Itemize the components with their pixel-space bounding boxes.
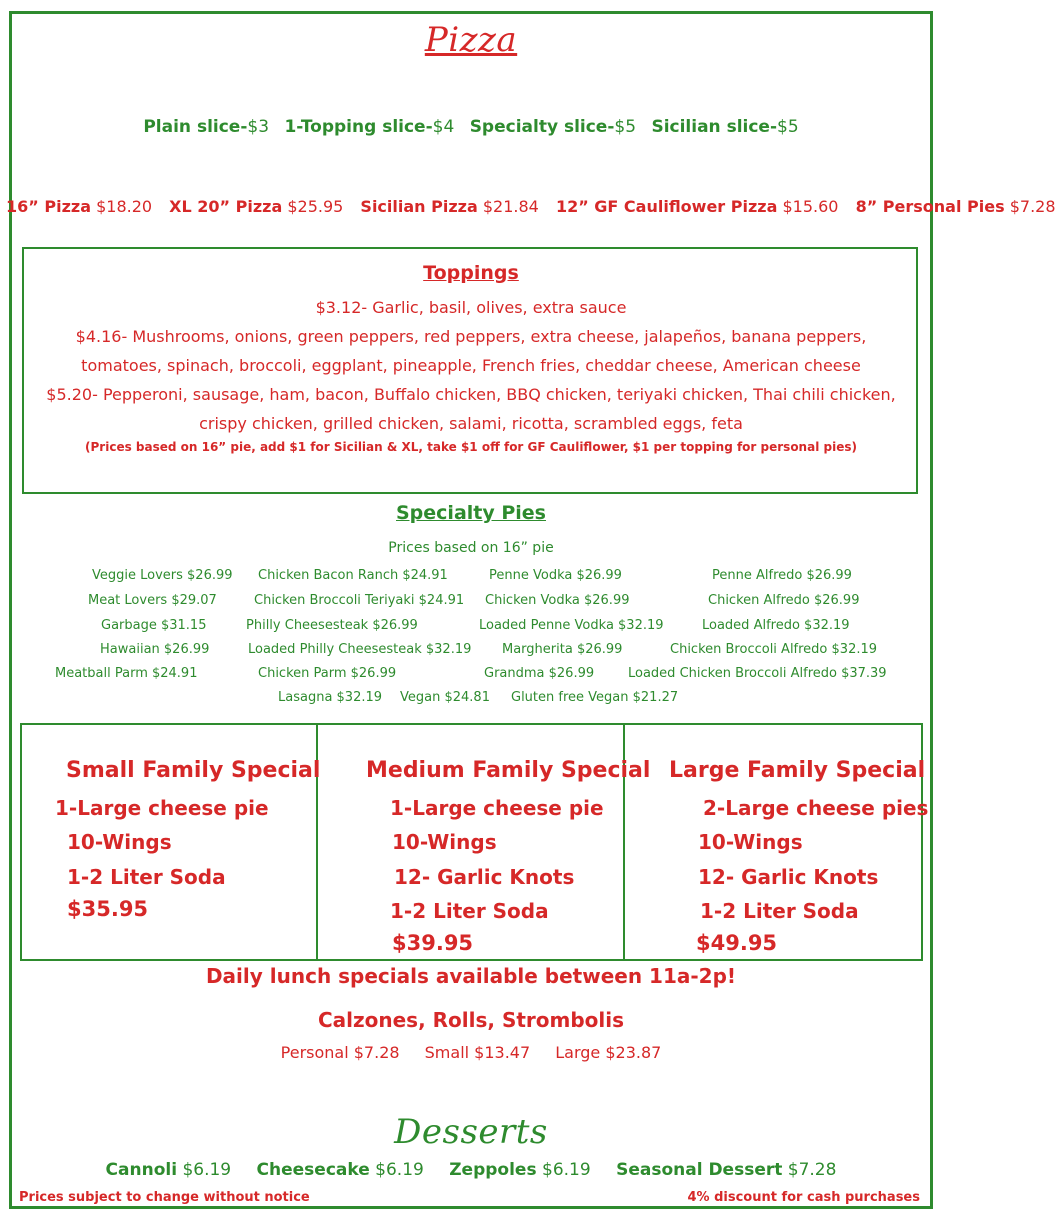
specialty-item: Vegan $24.81 bbox=[400, 690, 490, 705]
specialty-item: Meatball Parm $24.91 bbox=[55, 666, 198, 681]
toppings-note: (Prices based on 16” pie, add $1 for Sicilian & XL, take $1 off for GF Cauliflower, $1 per topping for personal pies) bbox=[85, 440, 857, 454]
specialty-item: Chicken Broccoli Teriyaki $24.91 bbox=[254, 593, 465, 608]
specialty-item: Chicken Vodka $26.99 bbox=[485, 593, 630, 608]
specialty-item: Penne Alfredo $26.99 bbox=[712, 568, 852, 583]
specialty-item: Margherita $26.99 bbox=[502, 642, 623, 657]
toppings-tier-1: $3.12- Garlic, basil, olives, extra sauce bbox=[315, 298, 627, 317]
pie-personal: 8” Personal Pies $7.28 bbox=[855, 197, 1056, 216]
pie-xl-20: XL 20” Pizza $25.95 bbox=[169, 197, 344, 216]
dessert-cannoli: Cannoli $6.19 bbox=[105, 1160, 232, 1180]
medium-family-title: Medium Family Special bbox=[366, 758, 651, 783]
specialty-item: Meat Lovers $29.07 bbox=[88, 593, 217, 608]
slice-specialty: Specialty slice-$5 bbox=[469, 117, 637, 137]
medium-family-line: 10-Wings bbox=[392, 830, 497, 854]
calzone-small: Small $13.47 bbox=[424, 1043, 531, 1062]
pie-prices bbox=[0, 197, 1056, 216]
large-family-line: 2-Large cheese pies bbox=[703, 796, 929, 820]
toppings-tier-2: $4.16- Mushrooms, onions, green peppers, red peppers, extra cheese, jalapeños, banana peppers, tomatoes, spinach, broccoli, eggplant, pineapple, French fries, cheddar cheese, American cheese bbox=[75, 327, 867, 375]
slice-prices bbox=[0, 117, 942, 137]
footer-price-notice: Prices subject to change without notice bbox=[19, 1190, 310, 1205]
medium-family-price: $39.95 bbox=[392, 931, 474, 955]
toppings-title: Toppings bbox=[423, 262, 519, 284]
dessert-prices bbox=[0, 1160, 942, 1180]
large-family-line: 10-Wings bbox=[698, 830, 803, 854]
toppings-tier-3: $5.20- Pepperoni, sausage, ham, bacon, Buffalo chicken, BBQ chicken, teriyaki chicken, Thai chili chicken, crispy chicken, grilled chicken, salami, ricotta, scrambled eggs, feta bbox=[46, 385, 896, 433]
slice-1-topping: 1-Topping slice-$4 bbox=[284, 117, 455, 137]
small-family-price: $35.95 bbox=[67, 897, 149, 921]
specialty-item: Loaded Chicken Broccoli Alfredo $37.39 bbox=[628, 666, 887, 681]
pie-16: 16” Pizza $18.20 bbox=[6, 197, 153, 216]
medium-family-line: 12- Garlic Knots bbox=[394, 865, 575, 889]
desserts-title: Desserts bbox=[394, 1112, 548, 1152]
calzones-title: Calzones, Rolls, Strombolis bbox=[317, 1008, 625, 1032]
large-family-line: 1-2 Liter Soda bbox=[700, 899, 859, 923]
pie-gf-cauliflower: 12” GF Cauliflower Pizza $15.60 bbox=[555, 197, 839, 216]
large-family-line: 12- Garlic Knots bbox=[698, 865, 879, 889]
specialty-item: Chicken Broccoli Alfredo $32.19 bbox=[670, 642, 878, 657]
pie-sicilian: Sicilian Pizza $21.84 bbox=[360, 197, 539, 216]
footer-cash-discount: 4% discount for cash purchases bbox=[687, 1190, 920, 1205]
small-family-line: 1-Large cheese pie bbox=[55, 796, 269, 820]
large-family-price: $49.95 bbox=[696, 931, 778, 955]
specialty-title: Specialty Pies bbox=[396, 502, 546, 524]
large-family-title: Large Family Special bbox=[669, 758, 926, 783]
specialty-item: Lasagna $32.19 bbox=[278, 690, 383, 705]
dessert-seasonal: Seasonal Dessert $7.28 bbox=[616, 1160, 837, 1180]
specialty-item: Loaded Penne Vodka $32.19 bbox=[479, 618, 664, 633]
specialty-item: Gluten free Vegan $21.27 bbox=[511, 690, 679, 705]
calzone-large: Large $23.87 bbox=[555, 1043, 662, 1062]
specialty-item: Chicken Alfredo $26.99 bbox=[708, 593, 860, 608]
specialty-item: Chicken Bacon Ranch $24.91 bbox=[258, 568, 448, 583]
calzones-prices bbox=[0, 1043, 942, 1062]
specialty-item: Loaded Alfredo $32.19 bbox=[702, 618, 850, 633]
small-family-title: Small Family Special bbox=[66, 758, 321, 783]
specialty-item: Hawaiian $26.99 bbox=[100, 642, 210, 657]
slice-plain: Plain slice-$3 bbox=[143, 117, 270, 137]
specialty-item: Penne Vodka $26.99 bbox=[489, 568, 622, 583]
small-family-line: 1-2 Liter Soda bbox=[67, 865, 226, 889]
dessert-zeppoles: Zeppoles $6.19 bbox=[449, 1160, 591, 1180]
medium-family-line: 1-Large cheese pie bbox=[390, 796, 604, 820]
specialty-item: Garbage $31.15 bbox=[101, 618, 207, 633]
specialty-item: Loaded Philly Cheesesteak $32.19 bbox=[248, 642, 472, 657]
specialty-item: Veggie Lovers $26.99 bbox=[92, 568, 233, 583]
lunch-specials: Daily lunch specials available between 11a-2p! bbox=[205, 964, 737, 988]
specialty-item: Philly Cheesesteak $26.99 bbox=[246, 618, 418, 633]
calzone-personal: Personal $7.28 bbox=[280, 1043, 400, 1062]
specialty-item: Chicken Parm $26.99 bbox=[258, 666, 397, 681]
specialty-subtitle: Prices based on 16” pie bbox=[388, 540, 554, 556]
small-family-line: 10-Wings bbox=[67, 830, 172, 854]
specialty-item: Grandma $26.99 bbox=[484, 666, 595, 681]
pizza-title: Pizza bbox=[424, 20, 518, 60]
toppings-list bbox=[36, 293, 906, 438]
dessert-cheesecake: Cheesecake $6.19 bbox=[256, 1160, 424, 1180]
medium-family-line: 1-2 Liter Soda bbox=[390, 899, 549, 923]
slice-sicilian: Sicilian slice-$5 bbox=[651, 117, 799, 137]
